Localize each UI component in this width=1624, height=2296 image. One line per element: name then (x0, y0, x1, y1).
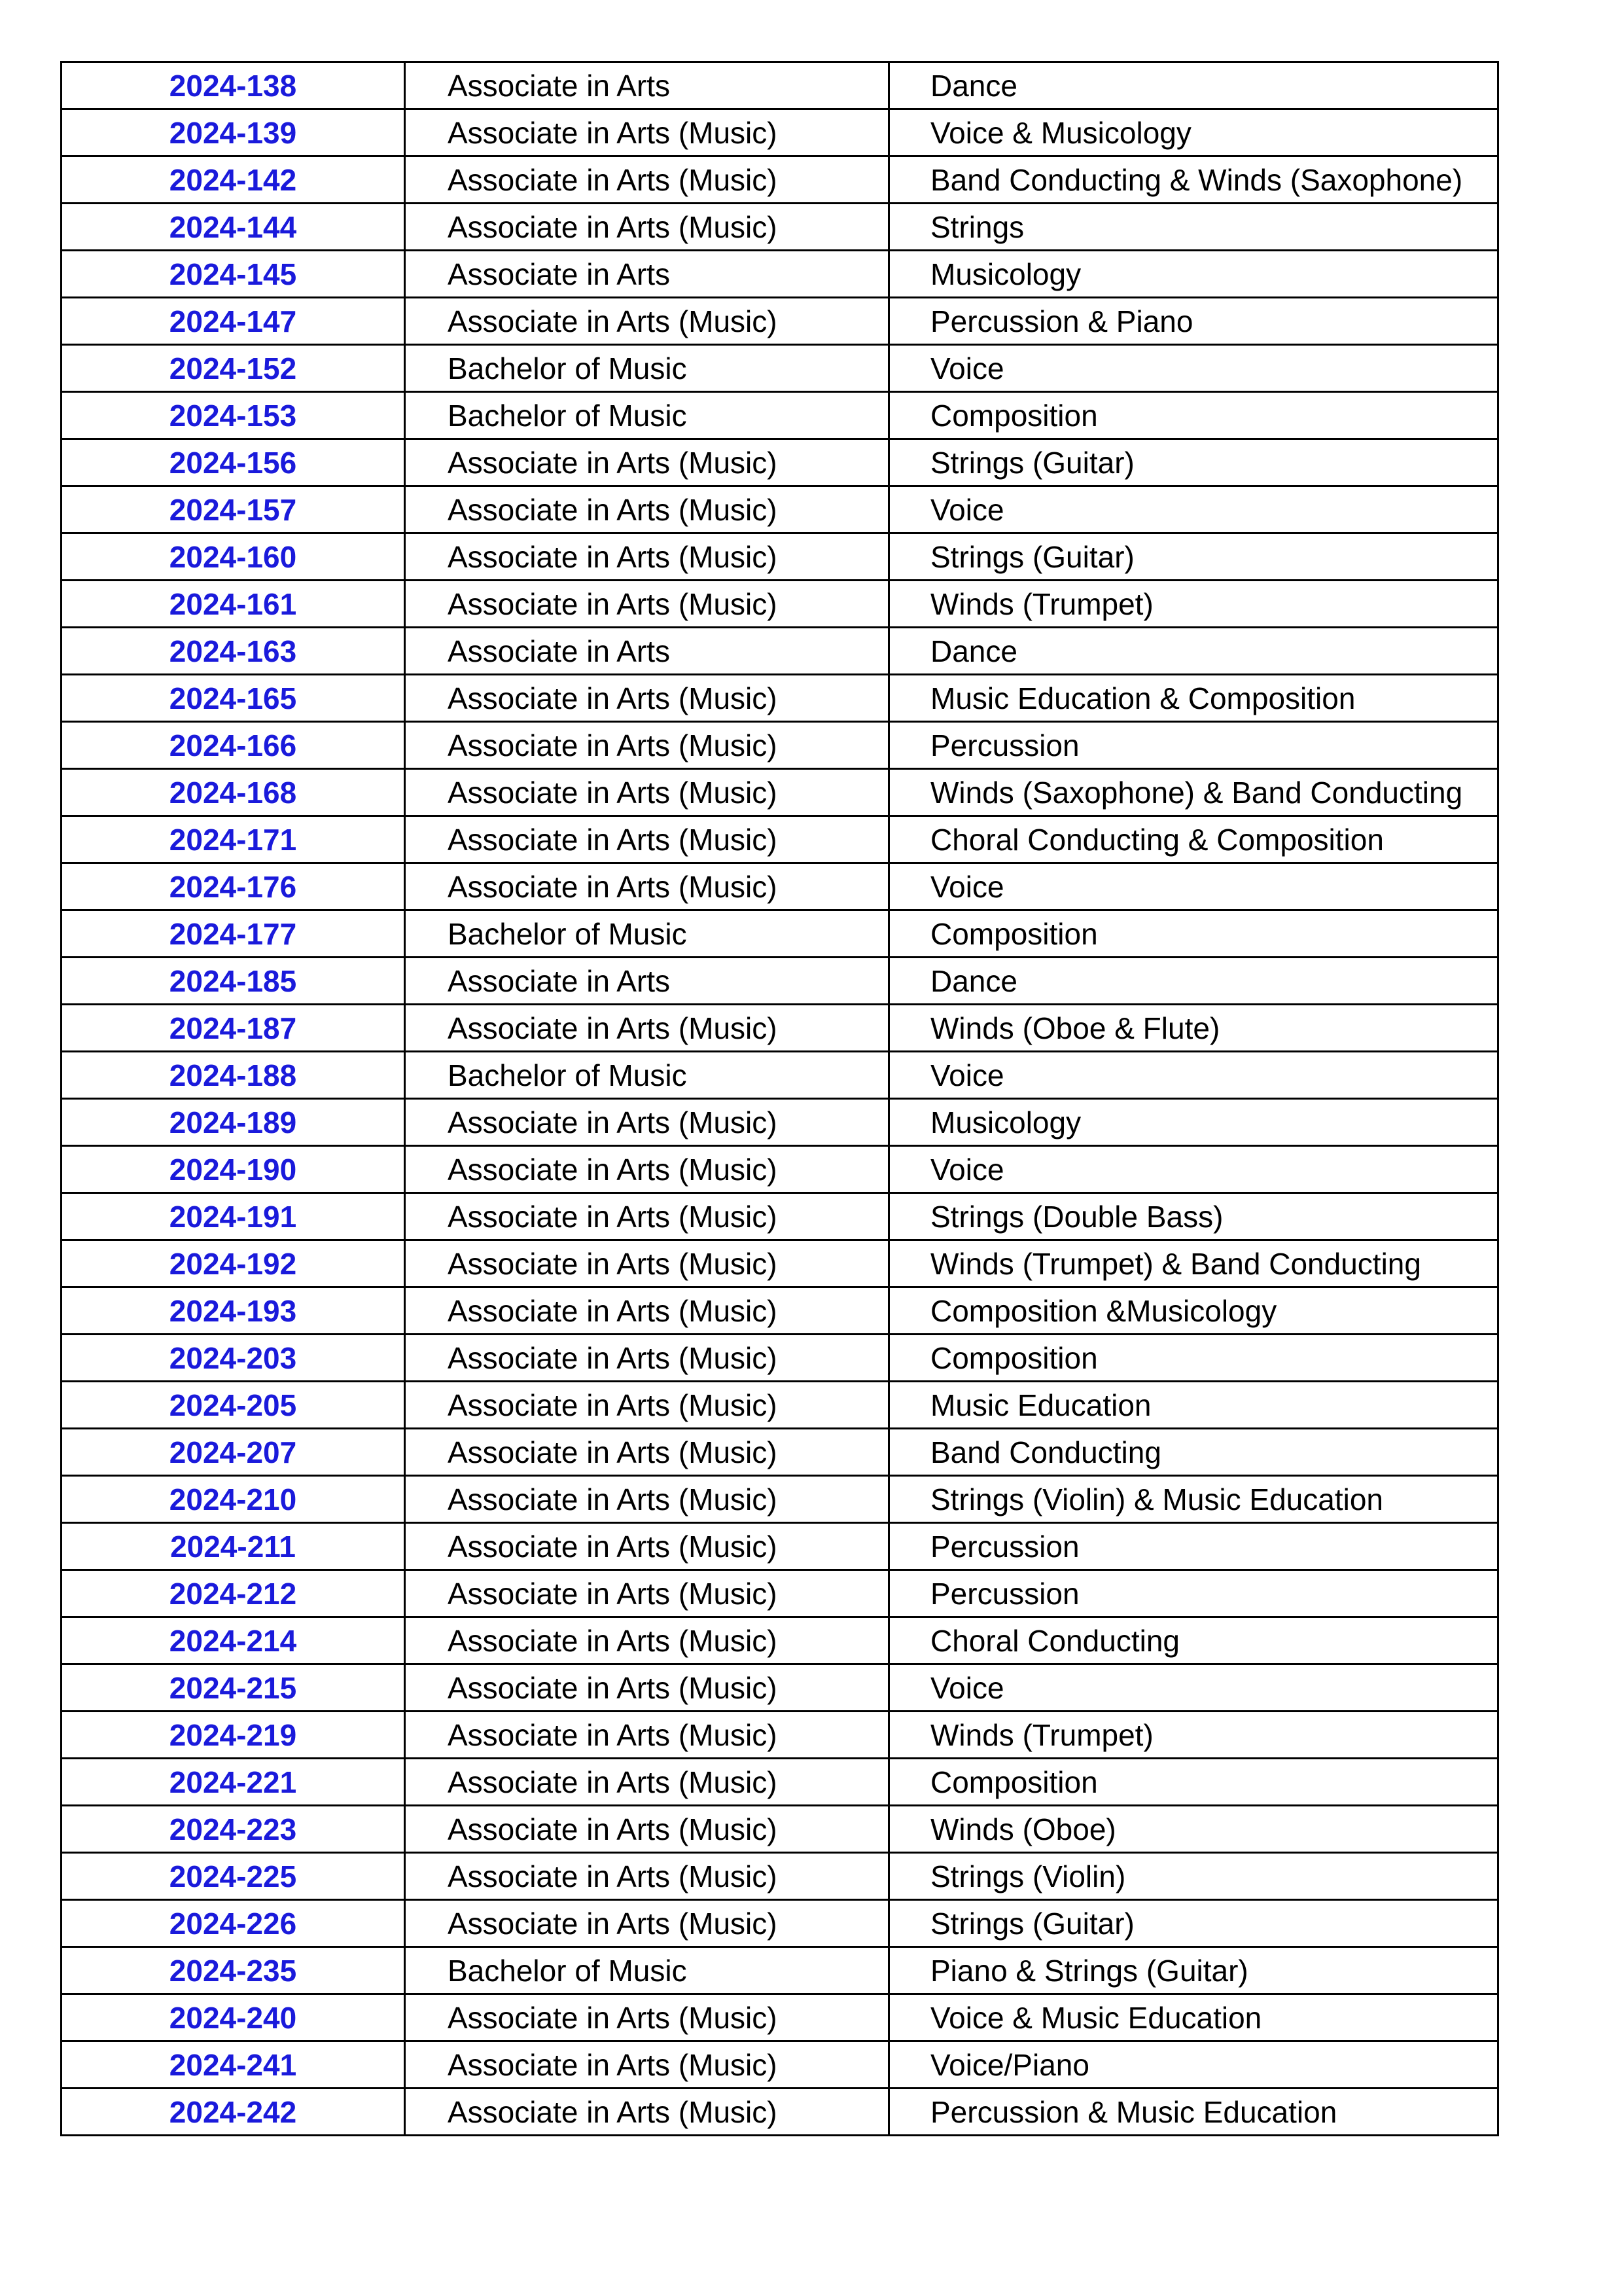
degree-program-cell: Associate in Arts (Music) (405, 1240, 889, 1287)
degree-program-cell: Bachelor of Music (405, 910, 889, 958)
degree-program-cell: Associate in Arts (Music) (405, 1193, 889, 1240)
application-number-cell: 2024-241 (62, 2041, 405, 2089)
application-number-cell: 2024-242 (62, 2089, 405, 2136)
table-row (62, 2089, 1498, 2136)
table-row (62, 1193, 1498, 1240)
application-number-cell: 2024-193 (62, 1287, 405, 1335)
major-concentration-cell: Strings (Violin) & Music Education (889, 1476, 1498, 1523)
table-row (62, 156, 1498, 204)
application-number-cell: 2024-235 (62, 1947, 405, 1994)
degree-program-cell: Associate in Arts (Music) (405, 109, 889, 156)
degree-program-cell: Bachelor of Music (405, 392, 889, 439)
application-number-cell: 2024-211 (62, 1523, 405, 1570)
degree-program-cell: Associate in Arts (405, 628, 889, 675)
degree-program-cell: Associate in Arts (Music) (405, 675, 889, 722)
major-concentration-cell: Strings (Guitar) (889, 1900, 1498, 1947)
table-row (62, 816, 1498, 863)
major-concentration-cell: Voice/Piano (889, 2041, 1498, 2089)
major-concentration-cell: Voice & Musicology (889, 109, 1498, 156)
major-concentration-cell: Composition (889, 392, 1498, 439)
application-number-cell: 2024-177 (62, 910, 405, 958)
major-concentration-cell: Band Conducting & Winds (Saxophone) (889, 156, 1498, 204)
major-concentration-cell: Percussion (889, 1523, 1498, 1570)
degree-program-cell: Associate in Arts (Music) (405, 1617, 889, 1664)
application-number-cell: 2024-163 (62, 628, 405, 675)
major-concentration-cell: Band Conducting (889, 1429, 1498, 1476)
results-table (60, 61, 1499, 2136)
table-row (62, 1570, 1498, 1617)
application-number-cell: 2024-142 (62, 156, 405, 204)
table-row (62, 1523, 1498, 1570)
table-row (62, 1240, 1498, 1287)
degree-program-cell: Associate in Arts (Music) (405, 1712, 889, 1759)
major-concentration-cell: Choral Conducting (889, 1617, 1498, 1664)
degree-program-cell: Associate in Arts (Music) (405, 863, 889, 910)
table-row (62, 628, 1498, 675)
degree-program-cell: Associate in Arts (Music) (405, 298, 889, 345)
table-row (62, 1335, 1498, 1382)
application-number-cell: 2024-157 (62, 486, 405, 533)
table-row (62, 1099, 1498, 1146)
application-number-cell: 2024-207 (62, 1429, 405, 1476)
table-row (62, 439, 1498, 486)
table-row (62, 1900, 1498, 1947)
degree-program-cell: Associate in Arts (Music) (405, 1806, 889, 1853)
application-number-cell: 2024-203 (62, 1335, 405, 1382)
major-concentration-cell: Strings (889, 204, 1498, 251)
degree-program-cell: Associate in Arts (Music) (405, 581, 889, 628)
table-row (62, 345, 1498, 392)
degree-program-cell: Associate in Arts (Music) (405, 1664, 889, 1712)
table-row (62, 910, 1498, 958)
application-number-cell: 2024-139 (62, 109, 405, 156)
application-number-cell: 2024-152 (62, 345, 405, 392)
major-concentration-cell: Voice (889, 863, 1498, 910)
degree-program-cell: Associate in Arts (Music) (405, 204, 889, 251)
table-row (62, 1005, 1498, 1052)
degree-program-cell: Associate in Arts (Music) (405, 156, 889, 204)
major-concentration-cell: Winds (Trumpet) & Band Conducting (889, 1240, 1498, 1287)
major-concentration-cell: Percussion (889, 722, 1498, 769)
major-concentration-cell: Strings (Guitar) (889, 439, 1498, 486)
major-concentration-cell: Musicology (889, 251, 1498, 298)
major-concentration-cell: Dance (889, 62, 1498, 109)
major-concentration-cell: Winds (Saxophone) & Band Conducting (889, 769, 1498, 816)
major-concentration-cell: Winds (Trumpet) (889, 1712, 1498, 1759)
major-concentration-cell: Percussion & Piano (889, 298, 1498, 345)
degree-program-cell: Associate in Arts (Music) (405, 1994, 889, 2041)
table-row (62, 1429, 1498, 1476)
degree-program-cell: Associate in Arts (Music) (405, 1429, 889, 1476)
degree-program-cell: Bachelor of Music (405, 1947, 889, 1994)
degree-program-cell: Associate in Arts (Music) (405, 769, 889, 816)
application-number-cell: 2024-176 (62, 863, 405, 910)
degree-program-cell: Associate in Arts (Music) (405, 486, 889, 533)
major-concentration-cell: Voice & Music Education (889, 1994, 1498, 2041)
table-row (62, 1146, 1498, 1193)
table-row (62, 251, 1498, 298)
major-concentration-cell: Choral Conducting & Composition (889, 816, 1498, 863)
table-row (62, 958, 1498, 1005)
major-concentration-cell: Composition (889, 1335, 1498, 1382)
application-number-cell: 2024-221 (62, 1759, 405, 1806)
table-row (62, 1052, 1498, 1099)
application-number-cell: 2024-205 (62, 1382, 405, 1429)
major-concentration-cell: Composition (889, 1759, 1498, 1806)
table-row (62, 1853, 1498, 1900)
application-number-cell: 2024-156 (62, 439, 405, 486)
major-concentration-cell: Composition &Musicology (889, 1287, 1498, 1335)
major-concentration-cell: Music Education & Composition (889, 675, 1498, 722)
table-row (62, 1664, 1498, 1712)
application-number-cell: 2024-212 (62, 1570, 405, 1617)
application-number-cell: 2024-219 (62, 1712, 405, 1759)
table-row (62, 298, 1498, 345)
major-concentration-cell: Winds (Oboe & Flute) (889, 1005, 1498, 1052)
degree-program-cell: Associate in Arts (Music) (405, 1523, 889, 1570)
degree-program-cell: Associate in Arts (Music) (405, 1759, 889, 1806)
degree-program-cell: Associate in Arts (Music) (405, 1146, 889, 1193)
application-number-cell: 2024-192 (62, 1240, 405, 1287)
major-concentration-cell: Voice (889, 1664, 1498, 1712)
degree-program-cell: Associate in Arts (Music) (405, 1287, 889, 1335)
table-row (62, 204, 1498, 251)
application-number-cell: 2024-165 (62, 675, 405, 722)
major-concentration-cell: Winds (Trumpet) (889, 581, 1498, 628)
table-row (62, 1947, 1498, 1994)
application-number-cell: 2024-190 (62, 1146, 405, 1193)
application-number-cell: 2024-223 (62, 1806, 405, 1853)
table-row (62, 581, 1498, 628)
degree-program-cell: Associate in Arts (405, 62, 889, 109)
table-row (62, 863, 1498, 910)
degree-program-cell: Associate in Arts (Music) (405, 722, 889, 769)
major-concentration-cell: Composition (889, 910, 1498, 958)
application-number-cell: 2024-166 (62, 722, 405, 769)
degree-program-cell: Associate in Arts (Music) (405, 816, 889, 863)
major-concentration-cell: Dance (889, 628, 1498, 675)
major-concentration-cell: Music Education (889, 1382, 1498, 1429)
table-row (62, 1759, 1498, 1806)
application-number-cell: 2024-210 (62, 1476, 405, 1523)
table-row (62, 1287, 1498, 1335)
application-number-cell: 2024-144 (62, 204, 405, 251)
major-concentration-cell: Voice (889, 345, 1498, 392)
table-row (62, 1712, 1498, 1759)
application-number-cell: 2024-138 (62, 62, 405, 109)
results-table-body (62, 62, 1498, 2136)
application-number-cell: 2024-160 (62, 533, 405, 581)
application-number-cell: 2024-240 (62, 1994, 405, 2041)
degree-program-cell: Bachelor of Music (405, 345, 889, 392)
application-number-cell: 2024-215 (62, 1664, 405, 1712)
degree-program-cell: Associate in Arts (405, 251, 889, 298)
table-row (62, 769, 1498, 816)
major-concentration-cell: Musicology (889, 1099, 1498, 1146)
degree-program-cell: Associate in Arts (Music) (405, 1099, 889, 1146)
table-row (62, 675, 1498, 722)
table-row (62, 392, 1498, 439)
table-row (62, 722, 1498, 769)
table-row (62, 1617, 1498, 1664)
degree-program-cell: Associate in Arts (Music) (405, 439, 889, 486)
table-row (62, 486, 1498, 533)
major-concentration-cell: Strings (Violin) (889, 1853, 1498, 1900)
application-number-cell: 2024-171 (62, 816, 405, 863)
degree-program-cell: Associate in Arts (Music) (405, 2041, 889, 2089)
table-row (62, 62, 1498, 109)
degree-program-cell: Associate in Arts (Music) (405, 1335, 889, 1382)
application-number-cell: 2024-225 (62, 1853, 405, 1900)
application-number-cell: 2024-145 (62, 251, 405, 298)
major-concentration-cell: Percussion (889, 1570, 1498, 1617)
application-number-cell: 2024-189 (62, 1099, 405, 1146)
degree-program-cell: Associate in Arts (405, 958, 889, 1005)
degree-program-cell: Bachelor of Music (405, 1052, 889, 1099)
application-number-cell: 2024-187 (62, 1005, 405, 1052)
degree-program-cell: Associate in Arts (Music) (405, 2089, 889, 2136)
major-concentration-cell: Piano & Strings (Guitar) (889, 1947, 1498, 1994)
major-concentration-cell: Voice (889, 486, 1498, 533)
major-concentration-cell: Voice (889, 1146, 1498, 1193)
major-concentration-cell: Strings (Double Bass) (889, 1193, 1498, 1240)
degree-program-cell: Associate in Arts (Music) (405, 1570, 889, 1617)
major-concentration-cell: Strings (Guitar) (889, 533, 1498, 581)
degree-program-cell: Associate in Arts (Music) (405, 1476, 889, 1523)
application-number-cell: 2024-214 (62, 1617, 405, 1664)
application-number-cell: 2024-191 (62, 1193, 405, 1240)
table-row (62, 533, 1498, 581)
table-row (62, 1806, 1498, 1853)
application-number-cell: 2024-153 (62, 392, 405, 439)
major-concentration-cell: Percussion & Music Education (889, 2089, 1498, 2136)
degree-program-cell: Associate in Arts (Music) (405, 1382, 889, 1429)
major-concentration-cell: Voice (889, 1052, 1498, 1099)
table-row (62, 1382, 1498, 1429)
application-number-cell: 2024-161 (62, 581, 405, 628)
degree-program-cell: Associate in Arts (Music) (405, 1900, 889, 1947)
table-row (62, 1476, 1498, 1523)
application-number-cell: 2024-226 (62, 1900, 405, 1947)
table-row (62, 2041, 1498, 2089)
major-concentration-cell: Dance (889, 958, 1498, 1005)
major-concentration-cell: Winds (Oboe) (889, 1806, 1498, 1853)
degree-program-cell: Associate in Arts (Music) (405, 1005, 889, 1052)
table-row (62, 1994, 1498, 2041)
degree-program-cell: Associate in Arts (Music) (405, 533, 889, 581)
degree-program-cell: Associate in Arts (Music) (405, 1853, 889, 1900)
application-number-cell: 2024-147 (62, 298, 405, 345)
application-number-cell: 2024-185 (62, 958, 405, 1005)
application-number-cell: 2024-168 (62, 769, 405, 816)
table-row (62, 109, 1498, 156)
application-number-cell: 2024-188 (62, 1052, 405, 1099)
